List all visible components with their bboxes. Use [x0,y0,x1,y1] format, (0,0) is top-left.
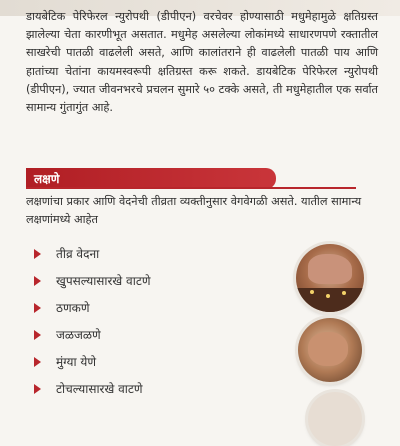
symptom-label: जळजळणे [56,328,101,342]
triangle-bullet-icon [34,330,41,340]
foot-pain-photo [296,244,364,312]
foot-shape [308,254,352,284]
section-title: लक्षणे [34,172,60,186]
triangle-bullet-icon [34,249,41,259]
section-header-bar [26,168,276,189]
partial-photo [308,392,362,446]
symptom-label: तीव्र वेदना [56,247,100,261]
symptom-label: टोचल्यासारखे वाटणे [56,382,143,396]
section-header [26,168,356,189]
symptom-item [30,354,280,381]
symptom-label: मुंग्या येणे [56,355,97,369]
symptom-label: ठणकणे [56,301,90,315]
symptom-item [30,273,280,300]
section-description: लक्षणांचा प्रकार आणि वेदनेची तीव्रता व्यक्तीनुसार वेगवेगळी असते. यातील सामान्य लक्षणांमध्ये आहेत [26,195,362,226]
spark-dot [310,290,314,294]
symptom-item [30,327,280,354]
ground-shape [296,288,364,312]
triangle-bullet-icon [34,384,41,394]
triangle-bullet-icon [34,357,41,367]
section-header-rule [26,187,356,189]
spark-dot [326,294,330,298]
symptom-item [30,300,280,327]
hand-shape [308,332,348,366]
symptom-label: खुपसल्यासारखे वाटणे [56,274,151,288]
symptom-list [30,246,280,408]
hand-pain-photo [298,318,362,382]
intro-paragraph: डायबेटिक पेरिफेरल न्युरोपथी (डीपीएन) वरचेवर होण्यासाठी मधुमेहामुळे क्षतिग्रस्त झालेल्या चेता कारणीभूत असतात. मधुमेह असलेल्या लोकांमध्ये साधारणपणे रक्तातील साखरेची पातळी वाढलेली असते, आणि कालांतराने ही वाढलेली पातळी पाय आणि हातांच्या चेतांना कायमस्वरूपी क्षतिग्रस्त करू शकते. डायबेटिक पेरिफेरल न्युरोपथी (डीपीएन), ज्यात जीवनभरचे प्रचलन सुमारे ५० टक्के असते, ती मधुमेहातील एक सर्वात सामान्य गुंतागुंत आहे. [26,10,378,115]
triangle-bullet-icon [34,276,41,286]
symptom-item [30,246,280,273]
symptom-item [30,381,280,408]
spark-dot [342,291,346,295]
triangle-bullet-icon [34,303,41,313]
